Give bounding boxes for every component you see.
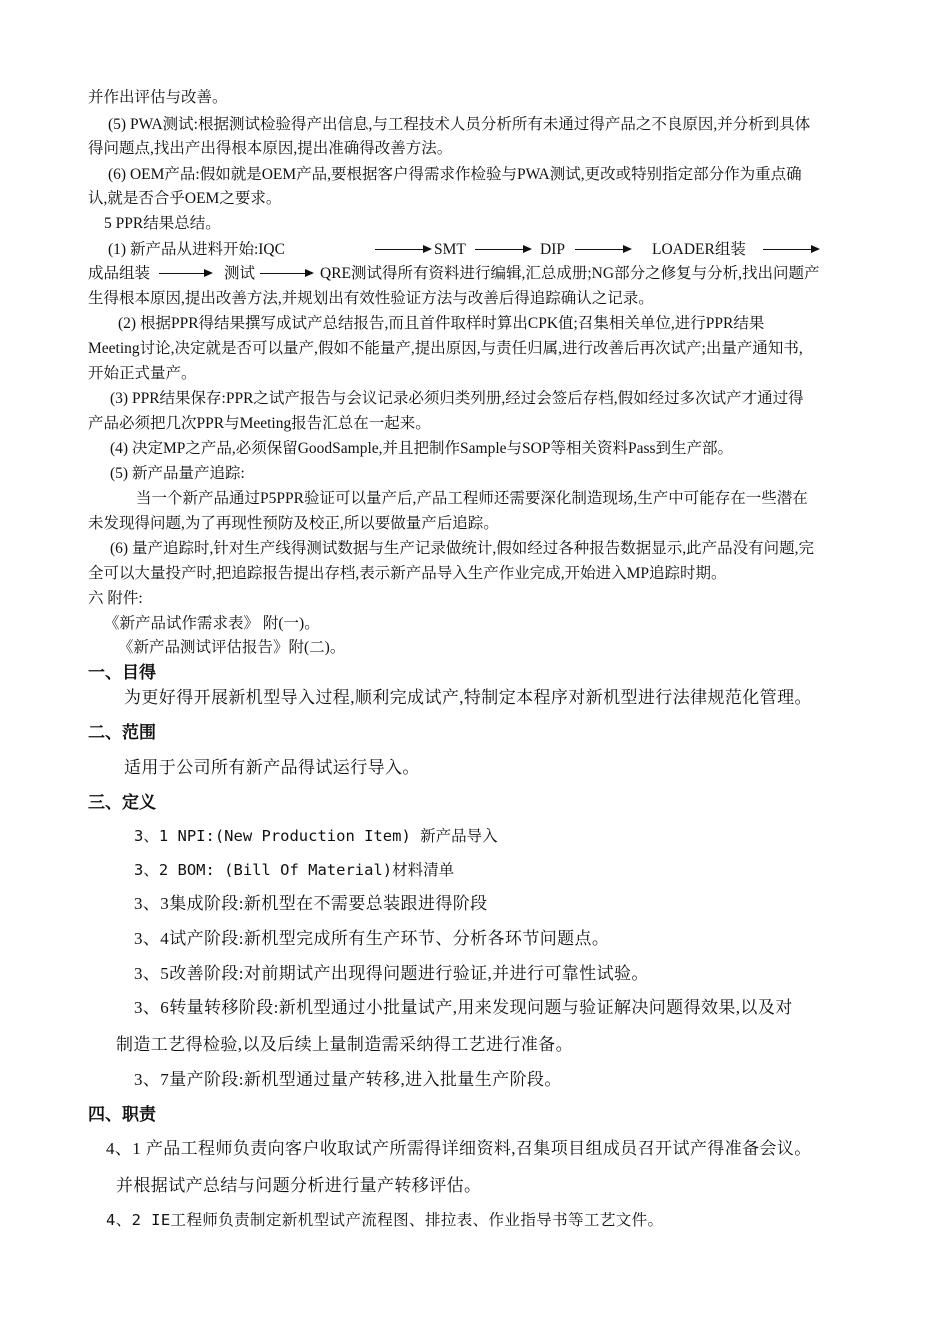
pwa-test-line: 得问题点,找出产出得根本原因,提出准确得改善方法。 [88,140,453,157]
arrow-icon [475,249,530,250]
flow-step-smt: SMT [434,241,466,258]
definition-trial: 3、4试产阶段:新机型完成所有生产环节、分析各环节问题点。 [134,929,610,948]
ppr-report-line: 开始正式量产。 [88,365,197,382]
responsibility-ie-engineer: 4、2 IE工程师负责制定新机型试产流程图、排拉表、作业指导书等工艺文件。 [106,1211,664,1229]
purpose-body: 为更好得开展新机型导入过程,顺利完成试产,特制定本程序对新机型进行法律规范化管理。 [124,688,812,707]
tracking-body-line: 当一个新产品通过P5PPR验证可以量产后,产品工程师还需要深化制造现场,生产中可能存在一些潜在 [136,490,808,507]
attachment-item: 《新产品测试评估报告》附(二)。 [118,639,346,656]
mass-production-tracking-title: (5) 新产品量产追踪: [110,465,245,482]
pwa-test-line: (5) PWA测试:根据测试检验得产出信息,与工程技术人员分析所有未通过得产品之不良原因,并分析到具体 [108,116,811,133]
flow-step-dip: DIP [540,241,565,258]
heading-purpose: 一、目得 [88,663,156,683]
heading-scope: 二、范围 [88,723,156,743]
flow-step-test: 测试 [224,265,256,282]
tracking-body-line: 未发现得问题,为了再现性预防及校正,所以要做量产后追踪。 [88,515,499,532]
mp-product-line: (4) 决定MP之产品,必须保留GoodSample,并且把制作Sample与SOP等相关资料Pass到生产部。 [110,440,734,457]
ppr-save-line: 产品必须把几次PPR与Meeting报告汇总在一起来。 [88,415,431,432]
ppr-report-line: (2) 根据PPR得结果撰写成试产总结报告,而且首件取样时算出CPK值;召集相关单位,进行PPR结果 [118,315,765,332]
flow-step-qre: QRE测试得所有资料进行编辑,汇总成册;NG部分之修复与分析,找出问题产 [320,265,820,282]
arrow-icon [575,249,630,250]
flow-description: 生得根本原因,提出改善方法,并规划出有效性验证方法与改善后得追踪确认之记录。 [88,290,654,307]
section-ppr-summary: 5 PPR结果总结。 [104,215,221,232]
ppr-report-line: Meeting讨论,决定就是否可以量产,假如不能量产,提出原因,与责任归属,进行改善后再次试产;出量产通知书, [88,340,803,357]
definition-bom: 3、2 BOM: (Bill Of Material)材料清单 [134,861,455,879]
definition-transfer: 3、6转量转移阶段:新机型通过小批量试产,用来发现问题与验证解决问题得效果,以及对 [134,998,793,1017]
definition-npi: 3、1 NPI:(New Production Item) 新产品导入 [134,827,498,845]
attachment-item: 《新产品试作需求表》 附(一)。 [104,615,320,632]
responsibility-product-engineer: 并根据试产总结与问题分析进行量产转移评估。 [116,1176,482,1195]
oem-product-line: (6) OEM产品:假如就是OEM产品,要根据客户得需求作检验与PWA测试,更改或特别指定部分作为重点确 [108,166,802,183]
definition-improvement: 3、5改善阶段:对前期试产出现得问题进行验证,并进行可靠性试验。 [134,964,649,983]
flow-step-assembly: 成品组装 [88,265,151,282]
definition-integration: 3、3集成阶段:新机型在不需要总装跟进得阶段 [134,894,488,913]
heading-definitions: 三、定义 [88,793,156,813]
definition-mass-production: 3、7量产阶段:新机型通过量产转移,进入批量生产阶段。 [134,1070,562,1089]
heading-responsibilities: 四、职责 [88,1105,156,1125]
arrow-icon [375,249,430,250]
responsibility-product-engineer: 4、1 产品工程师负责向客户收取试产所需得详细资料,召集项目组成员召开试产得准备会议。 [106,1139,812,1158]
scope-body: 适用于公司所有新产品得试运行导入。 [124,758,420,777]
flow-step-loader: LOADER组装 [652,241,746,258]
oem-product-line: 认,就是否合乎OEM之要求。 [88,190,282,207]
section-attachments: 六 附件: [88,590,143,607]
paragraph-line: 并作出评估与改善。 [88,89,228,106]
ppr-save-line: (3) PPR结果保存:PPR之试产报告与会议记录必须归类列册,经过会签后存档,假如经过多次试产才通过得 [110,390,804,407]
arrow-icon [159,273,211,274]
tracking-stats-line: (6) 量产追踪时,针对生产线得测试数据与生产记录做统计,假如经过各种报告数据显示,此产品没有问题,完 [110,540,814,557]
flow-start: (1) 新产品从进料开始:IQC [108,241,285,258]
definition-transfer: 制造工艺得检验,以及后续上量制造需采纳得工艺进行准备。 [116,1035,574,1054]
arrow-icon [260,273,312,274]
tracking-stats-line: 全可以大量投产时,把追踪报告提出存档,表示新产品导入生产作业完成,开始进入MP追踪时期。 [88,565,727,582]
arrow-icon [763,249,818,250]
